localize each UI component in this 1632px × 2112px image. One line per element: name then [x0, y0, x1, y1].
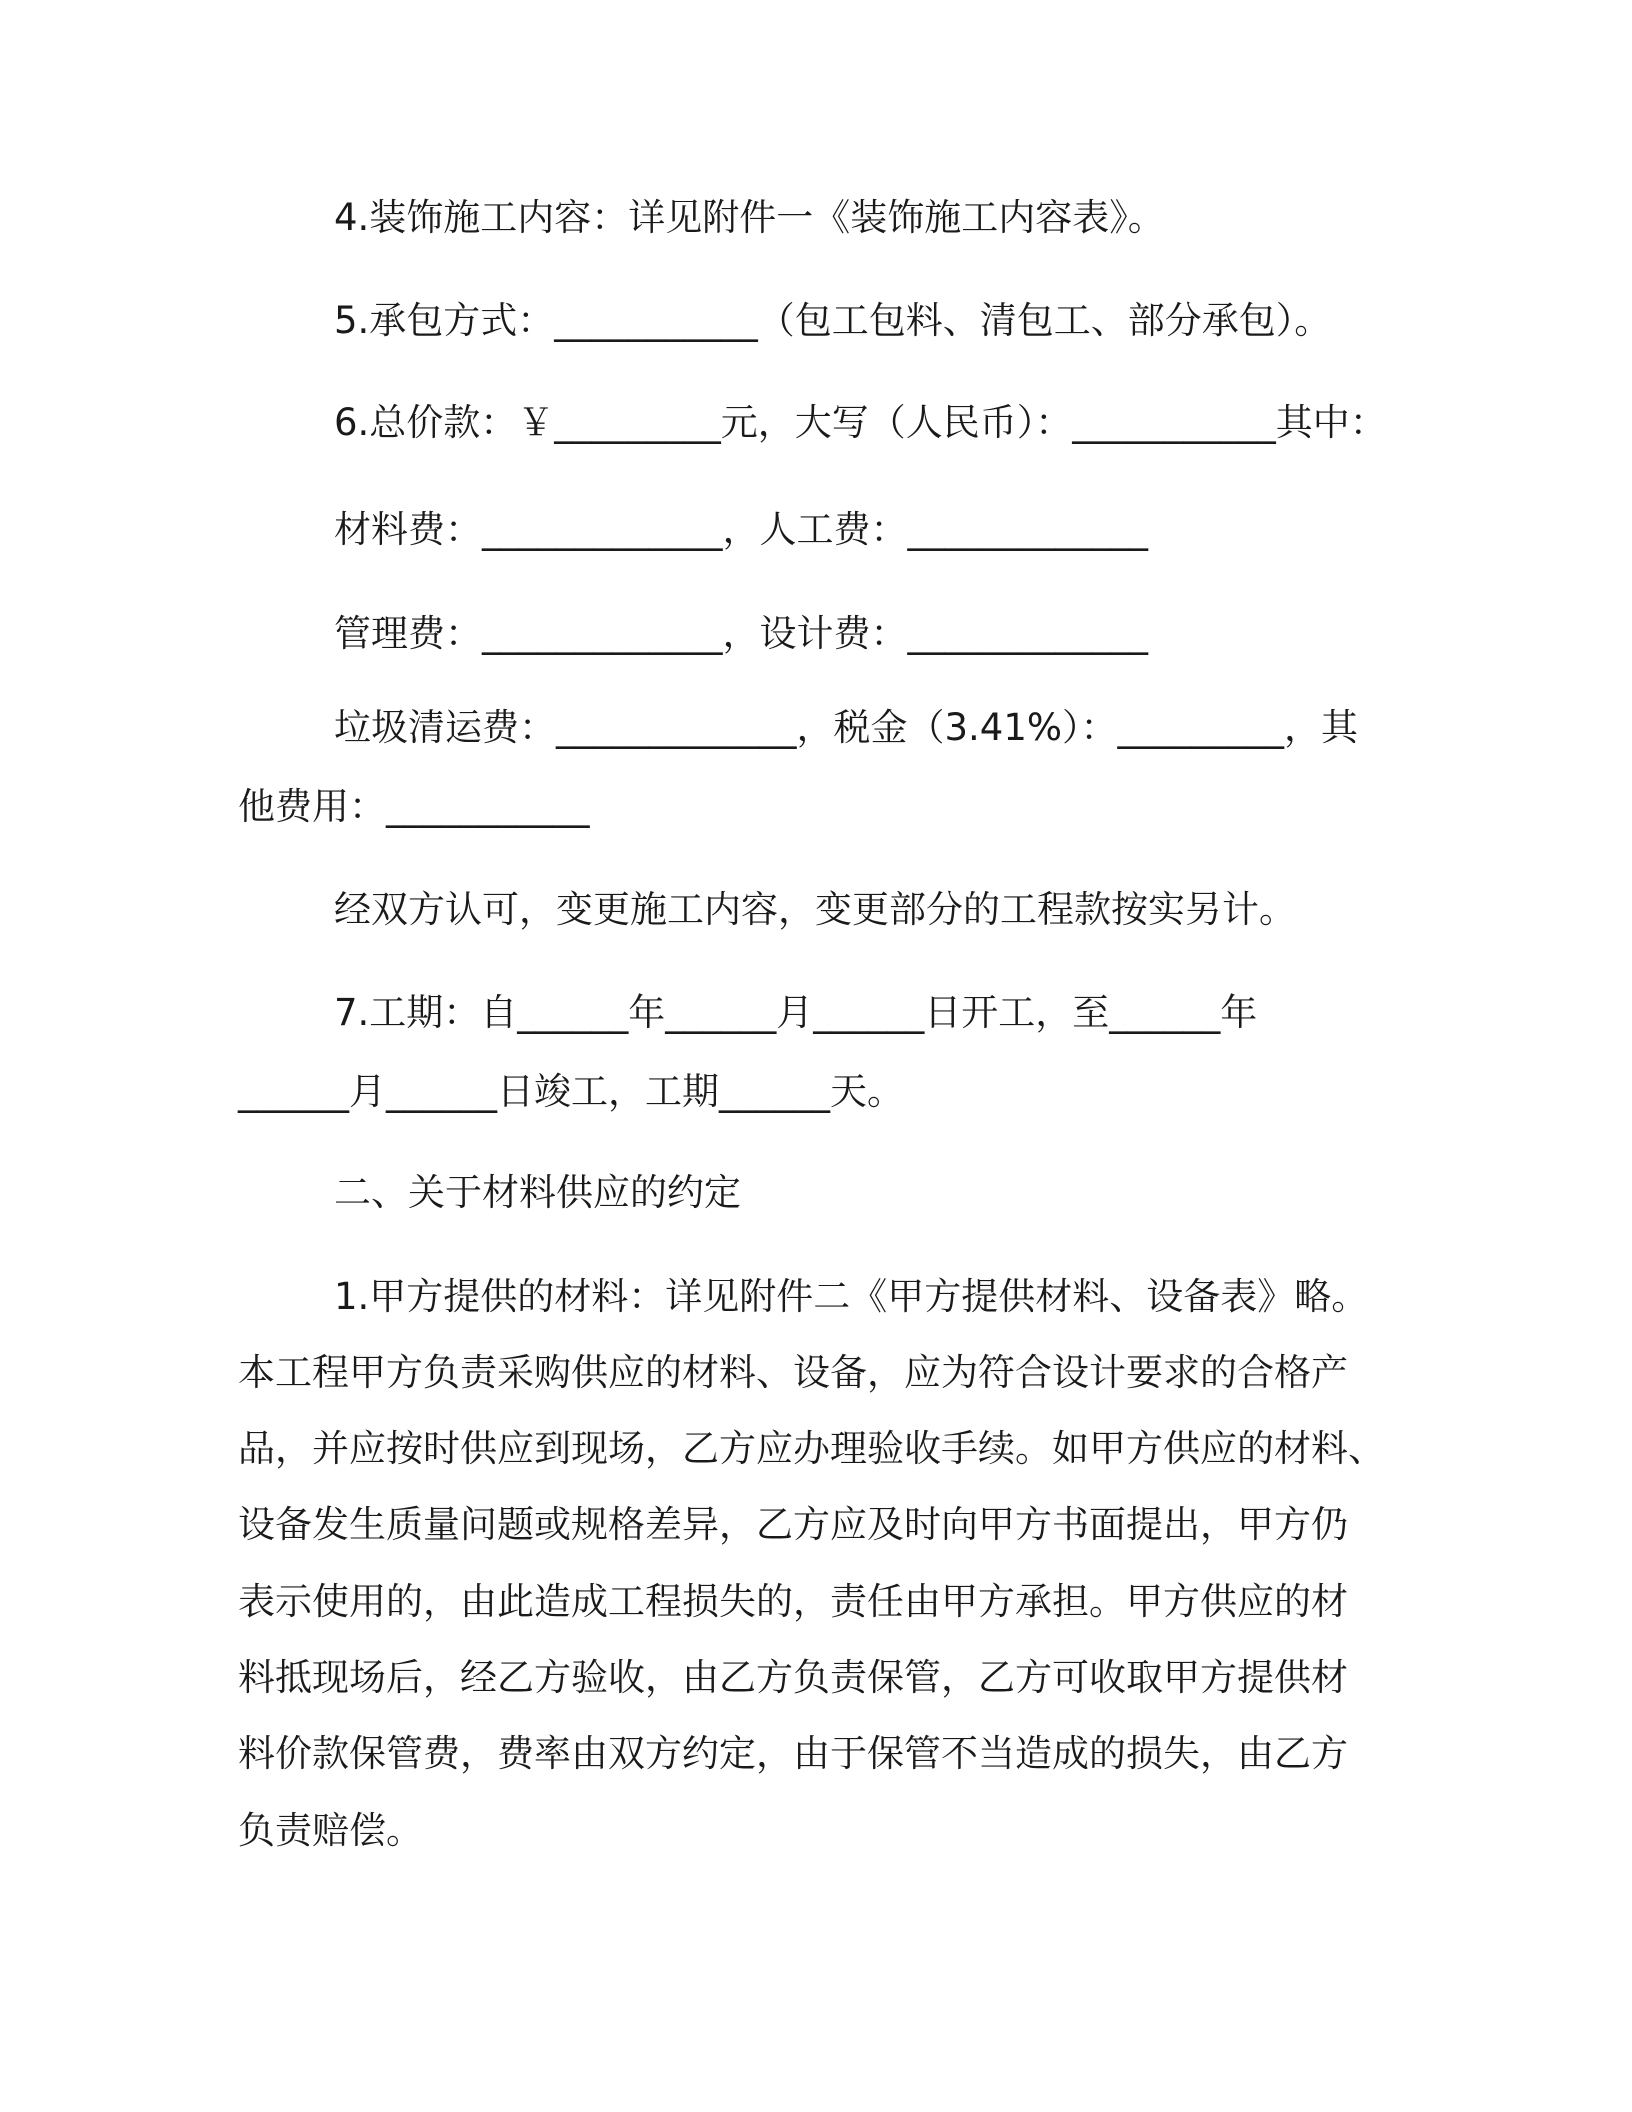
clause-6-total-price: 6.总价款：￥_________元，大写（人民币）：___________其中： — [334, 401, 1387, 444]
paragraph-line: 品，并应按时供应到现场，乙方应办理验收手续。如甲方供应的材料、 — [238, 1427, 1385, 1470]
section-2-heading: 二、关于材料供应的约定 — [334, 1171, 741, 1214]
other-fees-line: 他费用：___________ — [238, 785, 590, 828]
clause-7-duration-line-2: ______月______日竣工，工期______天。 — [238, 1070, 904, 1113]
garbage-tax-fee-line: 垃圾清运费：_____________，税金（3.41%）：_________，其 — [334, 706, 1359, 749]
paragraph-line: 设备发生质量问题或规格差异，乙方应及时向甲方书面提出，甲方仍 — [238, 1503, 1348, 1546]
management-design-fee-line: 管理费：_____________，设计费：_____________ — [334, 612, 1148, 655]
clause-4-decoration-content: 4.装饰施工内容：详见附件一《装饰施工内容表》。 — [334, 196, 1165, 239]
clause-1-party-a-materials: 1.甲方提供的材料：详见附件二《甲方提供材料、设备表》略。 — [334, 1275, 1369, 1318]
paragraph-line: 本工程甲方负责采购供应的材料、设备，应为符合设计要求的合格产 — [238, 1351, 1348, 1394]
change-agreement-paragraph: 经双方认可，变更施工内容，变更部分的工程款按实另计。 — [334, 888, 1296, 931]
paragraph-line: 负责赔偿。 — [238, 1809, 423, 1852]
clause-7-duration-line-1: 7.工期：自______年______月______日开工，至______年 — [334, 991, 1258, 1034]
paragraph-line: 表示使用的，由此造成工程损失的，责任由甲方承担。甲方供应的材 — [238, 1580, 1348, 1623]
clause-5-contract-mode: 5.承包方式：___________（包工包料、清包工、部分承包）。 — [334, 299, 1332, 342]
material-labor-fee-line: 材料费：_____________，人工费：_____________ — [334, 508, 1148, 551]
paragraph-line: 料价款保管费，费率由双方约定，由于保管不当造成的损失，由乙方 — [238, 1732, 1348, 1775]
paragraph-line: 料抵现场后，经乙方验收，由乙方负责保管，乙方可收取甲方提供材 — [238, 1656, 1348, 1699]
